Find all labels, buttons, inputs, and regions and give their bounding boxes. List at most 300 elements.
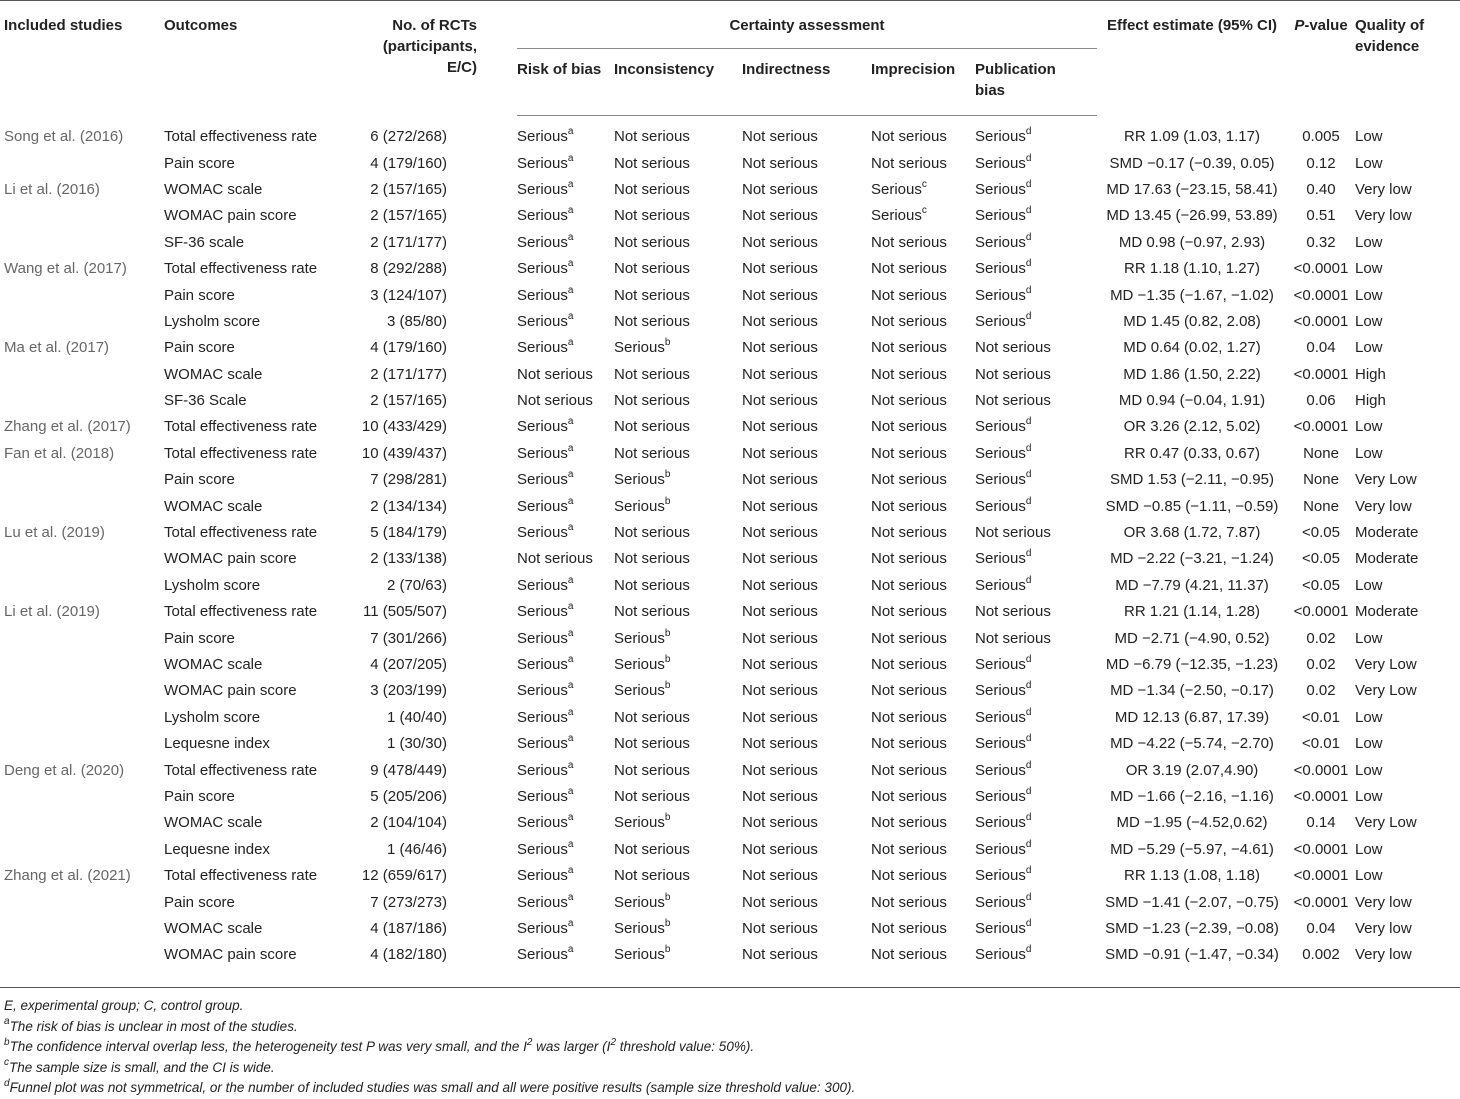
cell-indirectness — [742, 282, 871, 308]
cell-inconsistency — [614, 916, 742, 942]
table-row — [0, 282, 1460, 308]
cell-publication-bias-text: Serious — [975, 708, 1026, 726]
cell-outcome-text: Pain score — [164, 471, 235, 489]
cell-quality — [1355, 441, 1460, 467]
cell-indirectness-text: Not serious — [742, 603, 818, 621]
cell-indirectness-text: Not serious — [742, 629, 818, 647]
cell-quality — [1355, 493, 1460, 519]
cell-risk-of-bias — [517, 150, 614, 176]
cell-indirectness-text: Not serious — [742, 946, 818, 964]
header-quality — [1355, 1, 1460, 116]
cell-rcts — [354, 942, 517, 968]
cell-publication-bias — [975, 441, 1097, 467]
cell-publication-bias-footnote-mark: d — [1025, 469, 1032, 481]
cell-indirectness-text: Not serious — [742, 761, 818, 779]
table-row — [0, 599, 1460, 625]
cell-outcome — [164, 282, 354, 308]
cell-imprecision — [871, 150, 975, 176]
cell-rcts — [354, 335, 517, 361]
cell-rcts-text: 3 (85/80) — [386, 312, 447, 330]
cell-p-value — [1287, 388, 1355, 414]
cell-p-value-text: <0.0001 — [1293, 312, 1349, 330]
cell-inconsistency — [614, 942, 742, 968]
cell-rcts-text: 2 (157/165) — [370, 180, 447, 198]
table-row — [0, 678, 1460, 704]
cell-quality — [1355, 599, 1460, 625]
cell-publication-bias-footnote-mark: d — [1025, 205, 1032, 217]
cell-outcome-text: Total effectiveness rate — [164, 867, 318, 885]
cell-publication-bias-footnote-mark: d — [1025, 680, 1032, 692]
cell-outcome — [164, 810, 354, 836]
cell-quality-text: Moderate — [1355, 603, 1419, 621]
cell-inconsistency — [614, 256, 742, 282]
cell-rcts-text: 2 (134/134) — [370, 497, 447, 515]
cell-p-value — [1287, 573, 1355, 599]
cell-indirectness — [742, 230, 871, 256]
cell-effect-estimate-text: RR 1.13 (1.08, 1.18) — [1124, 867, 1260, 885]
cell-p-value-text: 0.02 — [1306, 629, 1336, 647]
cell-imprecision-text: Not serious — [871, 867, 947, 885]
cell-rcts-text: 2 (171/177) — [370, 233, 447, 251]
cell-publication-bias-text: Serious — [975, 656, 1026, 673]
cell-imprecision — [871, 678, 975, 704]
cell-outcome-text: WOMAC scale — [164, 656, 263, 673]
cell-imprecision — [871, 493, 975, 519]
cell-publication-bias-text: Serious — [975, 207, 1026, 225]
cell-outcome — [164, 116, 354, 151]
cell-quality-text: Very low — [1355, 919, 1412, 937]
cell-publication-bias — [975, 810, 1097, 836]
cell-risk-of-bias — [517, 705, 614, 731]
cell-study-text: Ma et al. (2017) — [4, 339, 110, 357]
cell-publication-bias-footnote-mark: d — [1025, 838, 1032, 850]
cell-risk-of-bias — [517, 916, 614, 942]
cell-study — [0, 388, 164, 414]
cell-risk-of-bias-footnote-mark: a — [567, 917, 574, 929]
table-row — [0, 810, 1460, 836]
table-row — [0, 784, 1460, 810]
cell-effect-estimate — [1097, 863, 1287, 889]
cell-publication-bias-footnote-mark: d — [1025, 284, 1032, 296]
cell-p-value-text: 0.14 — [1306, 814, 1336, 832]
cell-outcome — [164, 256, 354, 282]
cell-inconsistency-footnote-mark: b — [664, 812, 671, 824]
cell-risk-of-bias-footnote-mark: a — [567, 205, 574, 217]
cell-quality-text: Moderate — [1355, 524, 1419, 542]
cell-indirectness — [742, 810, 871, 836]
cell-quality — [1355, 256, 1460, 282]
cell-rcts-text: 6 (272/268) — [370, 127, 447, 145]
footnote-b-mark: b — [4, 1036, 10, 1048]
cell-outcome-text: Pain score — [164, 787, 235, 805]
cell-risk-of-bias-footnote-mark: a — [567, 495, 574, 507]
cell-effect-estimate — [1097, 116, 1287, 151]
cell-publication-bias — [975, 784, 1097, 810]
cell-risk-of-bias — [517, 573, 614, 599]
cell-rcts-text: 5 (205/206) — [370, 787, 447, 805]
cell-quality — [1355, 705, 1460, 731]
cell-risk-of-bias — [517, 256, 614, 282]
cell-publication-bias-footnote-mark: d — [1025, 416, 1032, 428]
cell-outcome — [164, 177, 354, 203]
cell-inconsistency-text: Not serious — [614, 524, 690, 542]
cell-risk-of-bias — [517, 467, 614, 493]
cell-publication-bias-footnote-mark: d — [1025, 706, 1032, 718]
cell-inconsistency — [614, 282, 742, 308]
cell-publication-bias-text: Serious — [975, 682, 1026, 700]
cell-risk-of-bias-text: Serious — [517, 128, 568, 146]
cell-inconsistency-footnote-mark: b — [664, 944, 671, 956]
cell-study — [0, 599, 164, 625]
cell-inconsistency-text: Not serious — [614, 128, 690, 146]
cell-indirectness-text: Not serious — [742, 708, 818, 726]
cell-publication-bias — [975, 942, 1097, 968]
cell-inconsistency — [614, 309, 742, 335]
cell-publication-bias — [975, 652, 1097, 678]
cell-p-value — [1287, 863, 1355, 889]
cell-risk-of-bias — [517, 757, 614, 783]
cell-outcome — [164, 467, 354, 493]
cell-study-text: Song et al. (2016) — [4, 127, 124, 145]
cell-risk-of-bias-text: Serious — [517, 576, 568, 594]
cell-risk-of-bias — [517, 335, 614, 361]
cell-effect-estimate — [1097, 889, 1287, 915]
cell-rcts-text: 2 (157/165) — [370, 392, 447, 410]
cell-imprecision-text: Not serious — [871, 603, 947, 621]
header-effect-estimate: Effect estimate (95% CI) — [1097, 1, 1287, 116]
header-p-rest: -value — [1304, 17, 1348, 34]
cell-rcts — [354, 230, 517, 256]
cell-inconsistency-text: Not serious — [614, 365, 690, 383]
cell-inconsistency — [614, 150, 742, 176]
cell-effect-estimate — [1097, 916, 1287, 942]
cell-quality-text: Very low — [1355, 497, 1412, 515]
cell-risk-of-bias — [517, 203, 614, 229]
cell-indirectness-text: Not serious — [742, 893, 818, 911]
cell-indirectness — [742, 731, 871, 757]
cell-publication-bias-footnote-mark: d — [1025, 310, 1032, 322]
cell-rcts — [354, 546, 517, 572]
cell-publication-bias — [975, 599, 1097, 625]
header-no-rcts — [354, 1, 517, 116]
cell-risk-of-bias-footnote-mark: a — [567, 126, 574, 138]
table-row — [0, 309, 1460, 335]
header-publication-line2: bias — [975, 82, 1006, 99]
cell-quality — [1355, 230, 1460, 256]
cell-publication-bias — [975, 256, 1097, 282]
cell-indirectness-text: Not serious — [742, 312, 818, 330]
cell-outcome — [164, 705, 354, 731]
cell-risk-of-bias-text: Serious — [517, 497, 568, 515]
cell-quality — [1355, 757, 1460, 783]
cell-effect-estimate — [1097, 731, 1287, 757]
cell-publication-bias-footnote-mark: d — [1025, 654, 1032, 665]
header-p-value — [1287, 1, 1355, 116]
cell-effect-estimate — [1097, 388, 1287, 414]
cell-effect-estimate — [1097, 256, 1287, 282]
cell-p-value-text: 0.12 — [1306, 154, 1336, 172]
cell-study — [0, 414, 164, 440]
cell-outcome-text: SF-36 scale — [164, 233, 245, 251]
cell-imprecision-text: Not serious — [871, 761, 947, 779]
cell-publication-bias-footnote-mark: d — [1025, 231, 1032, 243]
cell-imprecision-text: Not serious — [871, 840, 947, 858]
table-row — [0, 520, 1460, 546]
cell-outcome-text: Lequesne index — [164, 735, 270, 753]
cell-effect-estimate — [1097, 282, 1287, 308]
header-publication-line1: Publication — [975, 61, 1056, 78]
cell-quality-text: Low — [1355, 761, 1383, 779]
cell-indirectness — [742, 757, 871, 783]
cell-rcts — [354, 863, 517, 889]
cell-outcome-text: Pain score — [164, 629, 235, 647]
cell-indirectness-text: Not serious — [742, 392, 818, 410]
cell-risk-of-bias-text: Serious — [517, 312, 568, 330]
cell-study-text: Li et al. (2016) — [4, 180, 100, 198]
cell-risk-of-bias-text: Serious — [517, 524, 568, 542]
cell-p-value — [1287, 731, 1355, 757]
cell-quality-text: Low — [1355, 154, 1383, 172]
cell-outcome-text: Total effectiveness rate — [164, 260, 318, 278]
cell-inconsistency — [614, 784, 742, 810]
cell-effect-estimate — [1097, 467, 1287, 493]
cell-publication-bias — [975, 414, 1097, 440]
cell-effect-estimate — [1097, 441, 1287, 467]
cell-risk-of-bias-text: Serious — [517, 339, 568, 357]
cell-rcts-text: 3 (124/107) — [370, 286, 447, 304]
cell-rcts-text: 10 (433/429) — [361, 418, 447, 436]
cell-imprecision — [871, 282, 975, 308]
table-row — [0, 414, 1460, 440]
cell-imprecision — [871, 863, 975, 889]
cell-effect-estimate-text: MD 0.64 (0.02, 1.27) — [1123, 339, 1261, 357]
cell-indirectness-text: Not serious — [742, 180, 818, 198]
table-row — [0, 837, 1460, 863]
cell-imprecision — [871, 335, 975, 361]
cell-p-value-text: <0.0001 — [1293, 893, 1349, 911]
cell-publication-bias-text: Not serious — [975, 629, 1051, 647]
cell-quality-text: Very low — [1355, 207, 1412, 225]
cell-outcome — [164, 441, 354, 467]
cell-indirectness-text: Not serious — [742, 128, 818, 146]
footnote-c — [4, 1058, 1454, 1079]
cell-study — [0, 573, 164, 599]
cell-imprecision-text: Not serious — [871, 919, 947, 937]
cell-outcome-text: WOMAC pain score — [164, 946, 297, 964]
cell-effect-estimate — [1097, 203, 1287, 229]
table-row — [0, 362, 1460, 388]
cell-outcome — [164, 916, 354, 942]
cell-p-value-text: None — [1303, 444, 1339, 462]
cell-inconsistency-footnote-mark: b — [664, 917, 671, 929]
cell-outcome — [164, 678, 354, 704]
cell-inconsistency-text: Not serious — [614, 418, 690, 436]
cell-imprecision-footnote-mark: c — [921, 205, 927, 217]
cell-outcome — [164, 889, 354, 915]
cell-quality — [1355, 282, 1460, 308]
cell-outcome — [164, 388, 354, 414]
cell-indirectness — [742, 362, 871, 388]
cell-publication-bias-footnote-mark: d — [1025, 574, 1032, 586]
cell-inconsistency-text: Not serious — [614, 840, 690, 858]
cell-effect-estimate — [1097, 757, 1287, 783]
header-certainty-label: Certainty assessment — [517, 15, 1097, 49]
cell-indirectness-text: Not serious — [742, 418, 818, 436]
cell-p-value — [1287, 784, 1355, 810]
cell-rcts — [354, 916, 517, 942]
cell-p-value — [1287, 230, 1355, 256]
cell-rcts — [354, 388, 517, 414]
cell-indirectness — [742, 116, 871, 151]
cell-study-text: Wang et al. (2017) — [4, 260, 127, 278]
cell-publication-bias-text: Not serious — [975, 524, 1051, 542]
cell-imprecision — [871, 230, 975, 256]
cell-imprecision-text: Not serious — [871, 629, 947, 647]
cell-risk-of-bias-footnote-mark: a — [567, 759, 574, 771]
cell-outcome-text: WOMAC pain score — [164, 207, 297, 225]
cell-p-value-text: 0.06 — [1306, 392, 1336, 410]
cell-outcome-text: WOMAC scale — [164, 365, 263, 383]
table-row — [0, 863, 1460, 889]
cell-p-value — [1287, 414, 1355, 440]
cell-imprecision-text: Not serious — [871, 787, 947, 805]
cell-risk-of-bias-footnote-mark: a — [567, 654, 574, 665]
cell-imprecision-text: Not serious — [871, 497, 947, 515]
cell-publication-bias-footnote-mark: d — [1025, 891, 1032, 903]
header-quality-line2: evidence — [1355, 38, 1420, 55]
cell-p-value — [1287, 705, 1355, 731]
footnotes — [4, 996, 1454, 1099]
cell-inconsistency — [614, 441, 742, 467]
cell-study — [0, 652, 164, 678]
cell-effect-estimate — [1097, 784, 1287, 810]
cell-imprecision — [871, 731, 975, 757]
cell-quality-text: Low — [1355, 629, 1383, 647]
cell-p-value — [1287, 916, 1355, 942]
cell-inconsistency-text: Not serious — [614, 312, 690, 330]
cell-indirectness — [742, 150, 871, 176]
cell-imprecision — [871, 599, 975, 625]
cell-publication-bias-text: Serious — [975, 576, 1026, 594]
cell-quality — [1355, 116, 1460, 151]
cell-publication-bias-text: Serious — [975, 919, 1026, 937]
cell-risk-of-bias-text: Serious — [517, 418, 568, 436]
cell-risk-of-bias — [517, 652, 614, 678]
cell-rcts — [354, 573, 517, 599]
table-row — [0, 116, 1460, 151]
cell-outcome — [164, 520, 354, 546]
cell-p-value — [1287, 889, 1355, 915]
table-row — [0, 177, 1460, 203]
cell-rcts-text: 7 (273/273) — [370, 893, 447, 911]
cell-rcts — [354, 705, 517, 731]
cell-quality-text: Very low — [1355, 946, 1412, 964]
cell-outcome-text: WOMAC scale — [164, 497, 263, 515]
cell-publication-bias-text: Not serious — [975, 365, 1051, 383]
cell-imprecision — [871, 784, 975, 810]
cell-publication-bias-footnote-mark: d — [1025, 126, 1032, 138]
cell-quality-text: Very low — [1355, 180, 1412, 198]
cell-inconsistency-text: Serious — [614, 656, 665, 673]
cell-inconsistency — [614, 889, 742, 915]
cell-outcome-text: Total effectiveness rate — [164, 524, 318, 542]
cell-rcts-text: 1 (46/46) — [386, 840, 447, 858]
header-risk-of-bias: Risk of bias — [517, 49, 614, 116]
cell-imprecision-text: Not serious — [871, 444, 947, 462]
cell-imprecision — [871, 256, 975, 282]
cell-effect-estimate-text: MD −1.95 (−4.52,0.62) — [1116, 814, 1268, 832]
cell-risk-of-bias-footnote-mark: a — [567, 865, 574, 877]
cell-inconsistency-text: Not serious — [614, 392, 690, 410]
cell-publication-bias-text: Not serious — [975, 392, 1051, 410]
cell-indirectness-text: Not serious — [742, 576, 818, 594]
cell-rcts — [354, 599, 517, 625]
cell-risk-of-bias-text: Not serious — [517, 392, 593, 410]
cell-effect-estimate-text: MD −1.34 (−2.50, −0.17) — [1110, 682, 1274, 700]
cell-quality-text: Low — [1355, 233, 1383, 251]
cell-inconsistency-text: Not serious — [614, 154, 690, 172]
cell-publication-bias-text: Serious — [975, 233, 1026, 251]
cell-effect-estimate-text: MD 1.45 (0.82, 2.08) — [1123, 312, 1261, 330]
cell-publication-bias — [975, 705, 1097, 731]
cell-risk-of-bias-footnote-mark: a — [567, 522, 574, 534]
header-quality-line1: Quality of — [1355, 17, 1425, 34]
cell-p-value — [1287, 942, 1355, 968]
cell-quality — [1355, 309, 1460, 335]
cell-risk-of-bias-text: Serious — [517, 154, 568, 172]
cell-risk-of-bias — [517, 362, 614, 388]
cell-p-value-text: 0.04 — [1306, 339, 1336, 357]
cell-rcts-text: 2 (70/63) — [386, 576, 447, 594]
cell-quality — [1355, 652, 1460, 678]
cell-outcome — [164, 652, 354, 678]
cell-indirectness — [742, 256, 871, 282]
cell-indirectness-text: Not serious — [742, 867, 818, 885]
cell-outcome-text: Pain score — [164, 339, 235, 357]
cell-inconsistency-text: Not serious — [614, 260, 690, 278]
cell-indirectness — [742, 335, 871, 361]
cell-effect-estimate — [1097, 705, 1287, 731]
cell-indirectness — [742, 599, 871, 625]
cell-risk-of-bias — [517, 731, 614, 757]
cell-imprecision — [871, 388, 975, 414]
table-row — [0, 335, 1460, 361]
cell-publication-bias-text: Serious — [975, 735, 1026, 753]
cell-imprecision-text: Not serious — [871, 550, 947, 568]
cell-p-value — [1287, 203, 1355, 229]
cell-outcome-text: WOMAC scale — [164, 180, 263, 198]
cell-risk-of-bias-footnote-mark: a — [567, 601, 574, 613]
cell-outcome-text: Total effectiveness rate — [164, 418, 318, 436]
cell-outcome — [164, 546, 354, 572]
cell-inconsistency — [614, 837, 742, 863]
cell-indirectness — [742, 784, 871, 810]
cell-study — [0, 837, 164, 863]
footnote-c-mark: c — [4, 1057, 9, 1069]
cell-study — [0, 625, 164, 651]
cell-publication-bias-text: Serious — [975, 550, 1026, 568]
cell-p-value-text: <0.05 — [1302, 550, 1340, 568]
table-row — [0, 388, 1460, 414]
cell-quality — [1355, 625, 1460, 651]
header-outcomes: Outcomes — [164, 1, 354, 116]
cell-inconsistency-text: Not serious — [614, 444, 690, 462]
cell-p-value — [1287, 652, 1355, 678]
cell-outcome-text: Total effectiveness rate — [164, 127, 318, 145]
cell-imprecision — [871, 546, 975, 572]
cell-inconsistency — [614, 757, 742, 783]
cell-indirectness — [742, 467, 871, 493]
